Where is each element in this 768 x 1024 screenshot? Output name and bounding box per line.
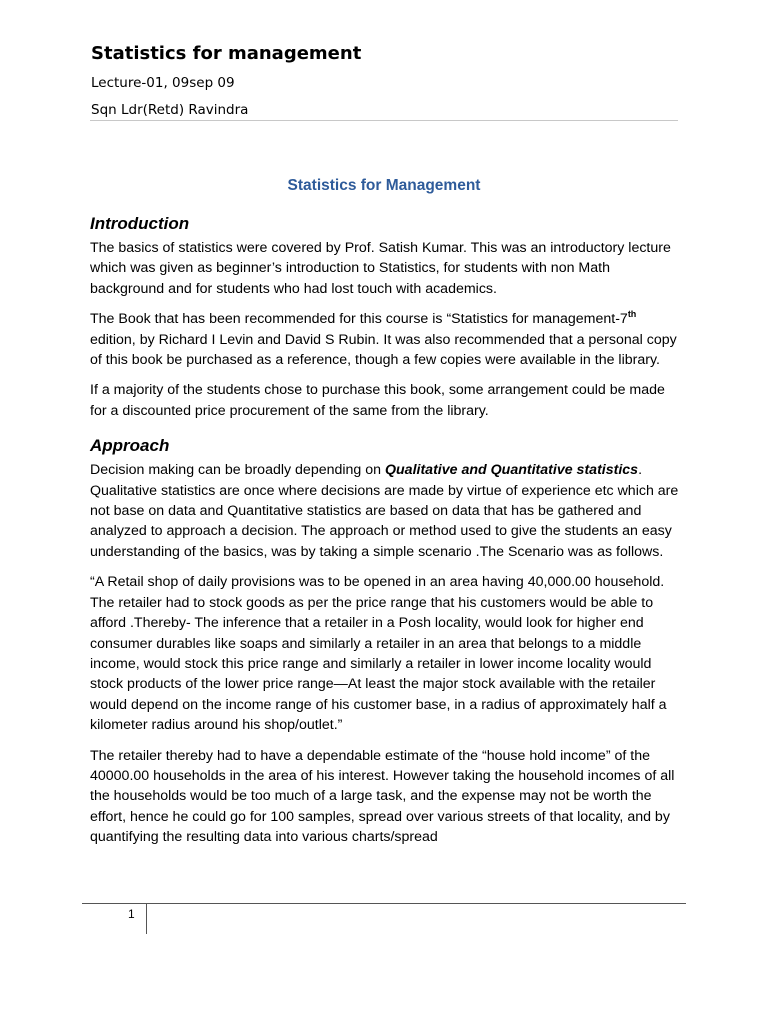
footer-divider: [82, 903, 686, 904]
paragraph-text: The Book that has been recommended for this course is “Statistics for management-7: [90, 311, 628, 328]
footer-separator: [146, 904, 147, 934]
paragraph-text: edition, by Richard I Levin and David S Rubin. It was also recommended that a personal copy of this book be purchased as a reference, though a few copies were available in the library.: [90, 331, 677, 369]
section-heading-approach: Approach: [90, 436, 170, 456]
emphasis-text: Qualitative and Quantitative statistics: [384, 462, 639, 479]
header-title: Statistics for management: [91, 43, 362, 64]
paragraph-text: Decision making can be broadly depending on: [90, 462, 385, 479]
paragraph: If a majority of the students chose to purchase this book, some arrangement could be made for a discounted price procurement of the same from the library.: [90, 382, 665, 419]
paragraph: [90, 460, 680, 562]
section-heading-introduction: Introduction: [90, 214, 190, 233]
paragraph: The retailer thereby had to have a dependable estimate of the “house hold income” of the 40000.00 households in the area of his interest. However taking the household incomes of all the households would be too much of a large task, and the expense may not be worth the effort, hence he could go for 100 samples, spread over various streets of that locality, and by quantifying the resulting data into various charts/spread: [90, 747, 675, 846]
paragraph-quote: “A Retail shop of daily provisions was to be opened in an area having 40,000.00 household. The retailer had to stock goods as per the price range that his customers would be able to afford .Thereby- The inference that a retailer in a Posh locality, would look for higher end consumer durables like soaps and similarly a retailer in an area that belongs to a middle income, would stock this price range and similarly a retailer in lower income locality would stock products of the lower price range—At least the major stock available with the retailer would depend on the income range of his customer base, in a radius of approximately half a kilometer radius around his shop/outlet.”: [90, 574, 667, 734]
paragraph: [90, 309, 680, 370]
paragraph: The basics of statistics were covered by Prof. Satish Kumar. This was an introductory lecture which was given as beginner’s introduction to Statistics, for students with non Math background and for students who had lost touch with academics.: [90, 240, 671, 297]
document-title: Statistics for Management: [287, 177, 481, 194]
paragraph-text: . Qualitative statistics are once where decisions are made by virtue of experience etc which are not base on data and Quantitative statistics are based on data that has be gathered and analyzed to approach a decision. The approach or method used to give the students an easy understanding of the basics, was by taking a simple scenario .The Scenario was as follows.: [90, 462, 679, 560]
superscript: th: [627, 309, 637, 320]
header-author: Sqn Ldr(Retd) Ravindra: [91, 102, 249, 118]
page-number: 1: [128, 907, 135, 921]
header-divider: [90, 120, 678, 121]
document-body: [90, 212, 680, 858]
header-lecture: Lecture-01, 09sep 09: [91, 75, 235, 91]
